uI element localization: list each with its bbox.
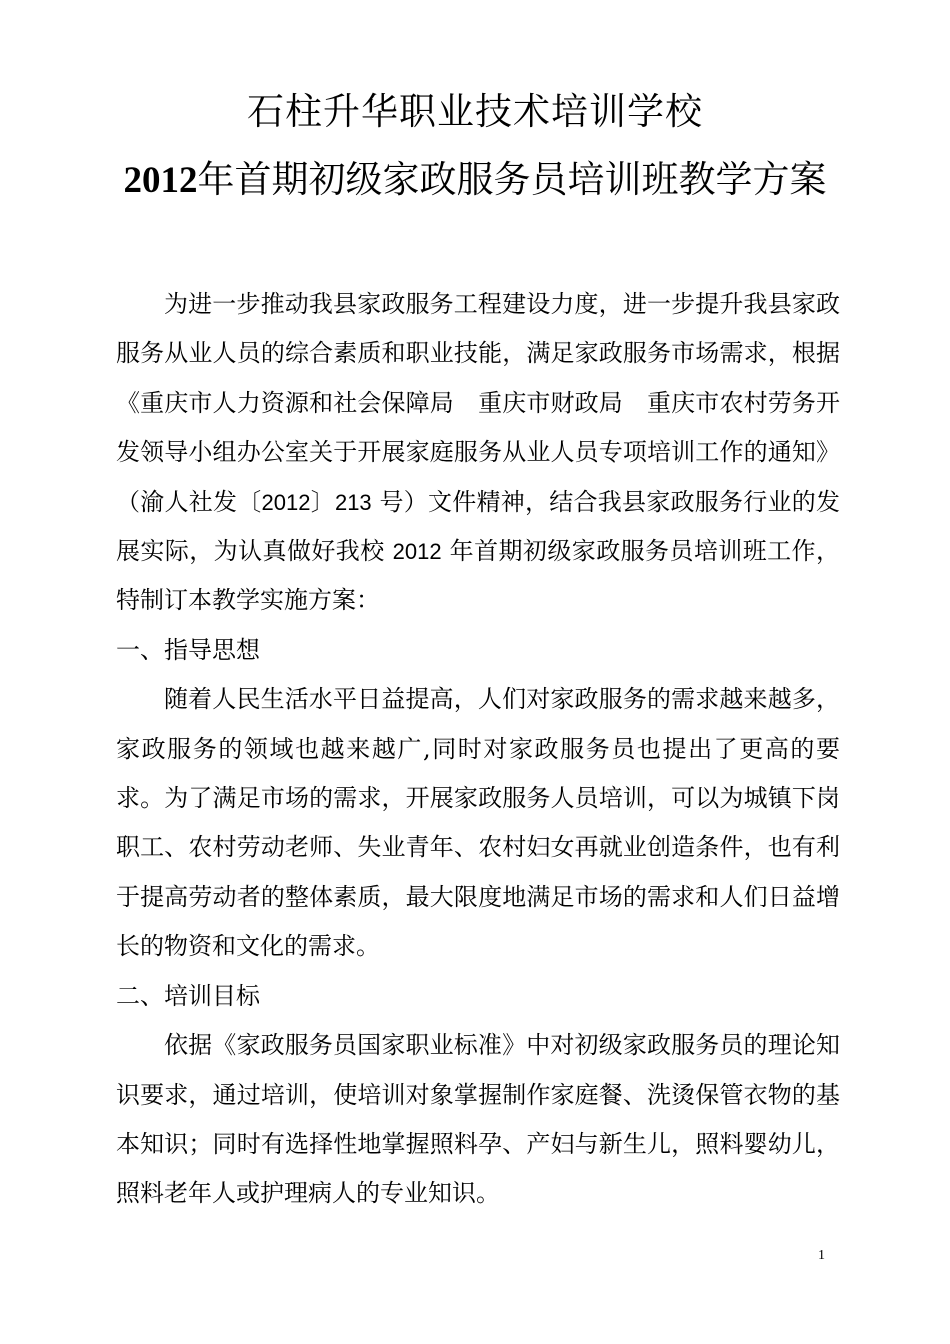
school-name-title: 石柱升华职业技术培训学校 (247, 90, 703, 133)
intro-year-2: 2012 (392, 539, 442, 565)
intro-paragraph (116, 280, 840, 626)
page-number: 1 (818, 1248, 825, 1263)
intro-year: 2012 (261, 489, 311, 515)
intro-text-4: 年首期初级家政服务员培训班工作，特制订本教学实施方案： (116, 537, 840, 615)
plan-title-text: 年首期初级家政服务员培训班教学方案 (197, 158, 827, 201)
section-heading-guiding-ideology: 一、指导思想 (116, 635, 260, 664)
section-body-guiding-ideology: 随着人民生活水平日益提高，人们对家政服务的需求越来越多，家政服务的领域也越来越广,同时对家政服务员也提出了更高的要求。为了满足市场的需求，开展家政服务人员培训，可以为城镇下岗职工、农村劳动老师、失业青年、农村妇女再就业创造条件，也有利于提高劳动者的整体素质，最大限度地满足市场的需求和人们日益增长的物资和文化的需求。 (116, 685, 840, 961)
intro-text-2: 〕 (310, 487, 335, 516)
intro-text-3: 号）文件精神，结合我县家政服务行业的发展实际，为认真做好我校 (116, 487, 841, 566)
document-title (0, 84, 950, 209)
section-body-training-goals: 依据《家政服务员国家职业标准》中对初级家政服务员的理论知识要求，通过培训，使培训对象掌握制作家庭餐、洗烫保管衣物的基本知识；同时有选择性地掌握照料孕、产妇与新生儿，照料婴幼儿，照料老年人或护理病人的专业知识。 (116, 1031, 840, 1208)
intro-text-1: 为进一步推动我县家政服务工程建设力度，进一步提升我县家政服务从业人员的综合素质和职业技能，满足家政服务市场需求，根据《重庆市人力资源和社会保障局 重庆市财政局 重庆市农村劳务开发领导小组办公室关于开展家庭服务从业人员专项培训工作的通知》（渝人社发〔 (116, 290, 840, 516)
plan-title-year: 2012 (123, 160, 198, 201)
section-heading-training-goals: 二、培训目标 (116, 981, 260, 1010)
plan-title (0, 152, 950, 209)
intro-doc-number: 213 (334, 489, 372, 515)
document-body (116, 280, 840, 1219)
